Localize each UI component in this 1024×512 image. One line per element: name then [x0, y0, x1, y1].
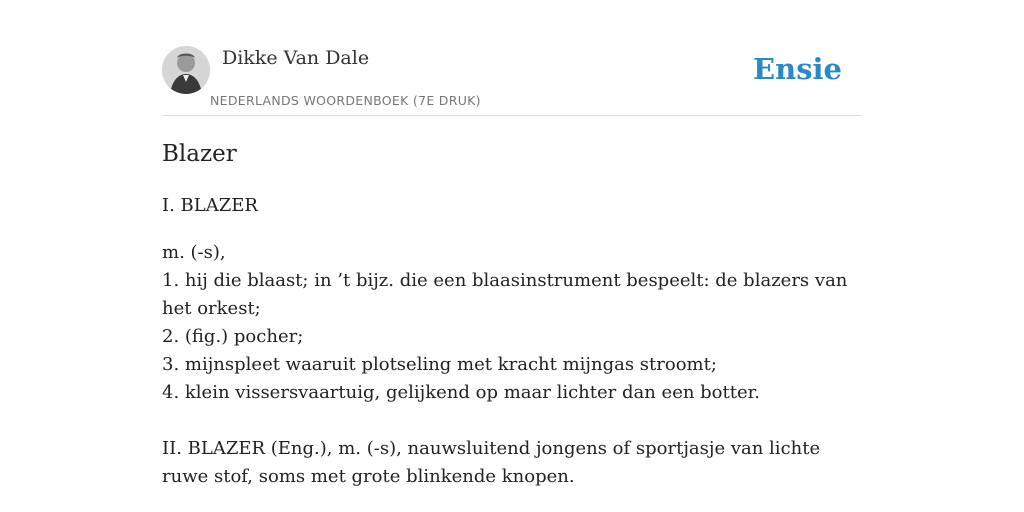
definition-line: 4. klein vissersvaartuig, gelijkend op maar lichter dan een botter.	[162, 382, 760, 403]
definition-line: 3. mijnspleet waaruit plotseling met kracht mijngas stroomt;	[162, 354, 717, 375]
sense-heading: I. BLAZER	[162, 195, 258, 216]
source-subtitle: NEDERLANDS WOORDENBOEK (7E DRUK)	[210, 93, 481, 108]
entry-card	[162, 0, 862, 512]
header	[162, 0, 862, 116]
brand-logo[interactable]: Ensie	[753, 52, 842, 86]
second-sense: II. BLAZER (Eng.), m. (-s), nauwsluitend jongens of sportjasje van lichte ruwe stof, soms met grote blinkende knopen.	[162, 438, 821, 487]
portrait-image	[162, 46, 210, 94]
definition-line: 2. (fig.) pocher;	[162, 326, 304, 347]
author-name[interactable]: Dikke Van Dale	[222, 47, 370, 69]
author-avatar[interactable]	[162, 46, 210, 94]
entry-title: Blazer	[162, 141, 237, 167]
definition-line: 1. hij die blaast; in ’t bijz. die een blaasinstrument bespeelt: de blazers van het orkest;	[162, 270, 848, 319]
paragraph-gap	[162, 407, 862, 435]
definition-body	[162, 239, 862, 491]
definition-line: m. (-s),	[162, 242, 226, 263]
